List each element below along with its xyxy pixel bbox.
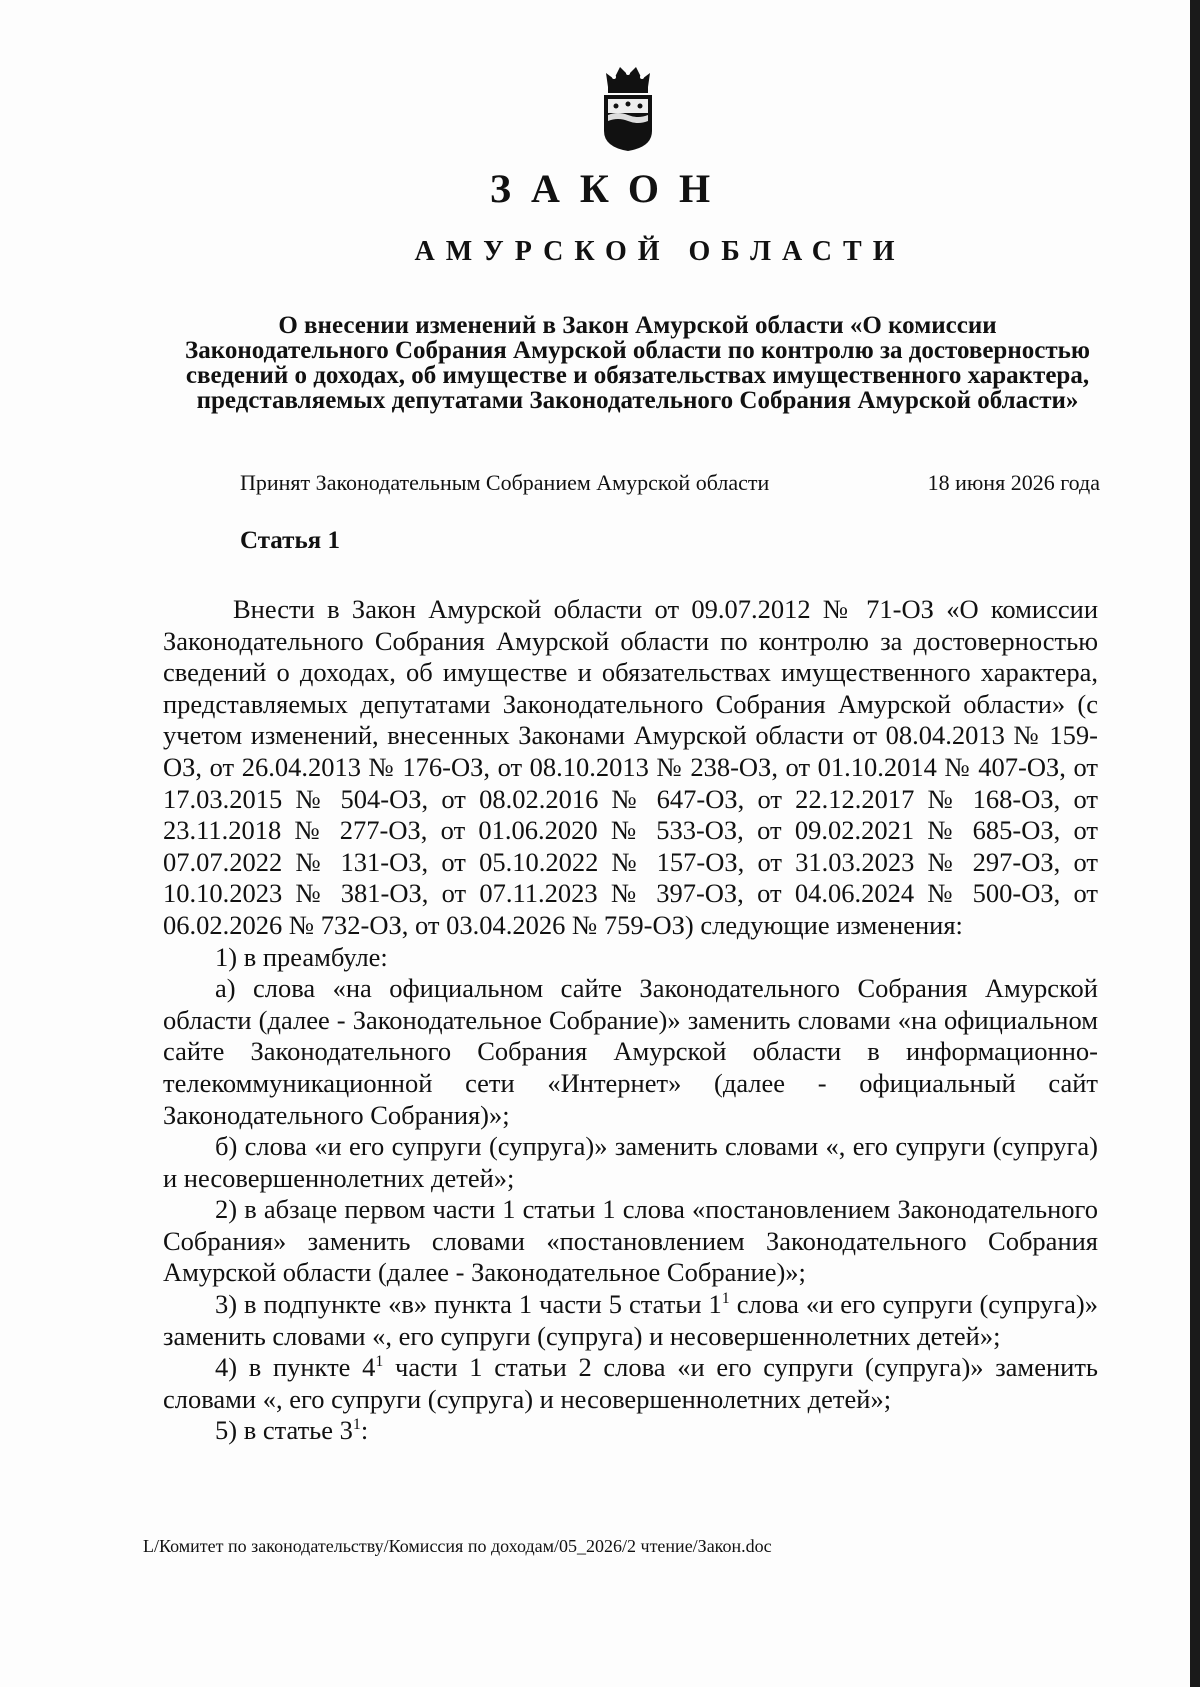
item-1a: а) слова «на официальном сайте Законодательного Собрания Амурской области (далее - Законодательное Собрание)» заменить словами «на официальном сайте Законодательного Собрания Амурской области в информационно-телекоммуникационной сети «Интернет» (далее - официальный сайт Законодательного Собрания)»; <box>163 973 1098 1130</box>
scan-edge <box>1190 0 1200 1687</box>
item-1b: б) слова «и его супруги (супруга)» заменить словами «, его супруги (супруга) и несовершеннолетних детей»; <box>163 1131 1098 1193</box>
item-3 <box>163 1289 1098 1352</box>
item-4-sup: 1 <box>375 1353 384 1371</box>
item-2: 2) в абзаце первом части 1 статьи 1 слова «постановлением Законодательного Собрания» заменить словами «постановлением Законодательного Собрания Амурской области (далее - Законодательное Собрание)»; <box>163 1194 1098 1288</box>
document-title: ЗАКОН <box>489 166 731 211</box>
law-subject: О внесении изменений в Закон Амурской области «О комиссии Законодательного Собрания Амурской области по контролю за достоверностью сведений о доходах, об имуществе и обязательствах имущественного характера, представляемых депутатами Законодательного Собрания Амурской области» <box>185 312 1090 414</box>
item-5-text-a: 5) в статье 3 <box>215 1415 353 1446</box>
item-3-text-a: 3) в подпункте «в» пункта 1 части 5 статьи 1 <box>215 1289 722 1320</box>
item-3-text-b: слова «и его супруги (супруга)» заменить словами «, его супруги (супруга) и несовершеннолетних детей»; <box>163 1289 1098 1351</box>
item-5-sup: 1 <box>352 1416 361 1434</box>
item-3-sup: 1 <box>721 1290 730 1308</box>
item-5 <box>163 1415 1098 1447</box>
article-intro: Внести в Закон Амурской области от 09.07.2012 № 71-ОЗ «О комиссии Законодательного Собрания Амурской области по контролю за достоверностью сведений о доходах, об имуществе и обязательствах имущественного характера, представляемых депутатами Законодательного Собрания Амурской области» (с учетом изменений, внесенных Законами Амурской области от 08.04.2013 № 159-ОЗ, от 26.04.2013 № 176-ОЗ, от 08.10.2013 № 238-ОЗ, от 01.10.2014 № 407-ОЗ, от 17.03.2015 № 504-ОЗ, от 08.02.2016 № 647-ОЗ, от 22.12.2017 № 168-ОЗ, от 23.11.2018 № 277-ОЗ, от 01.06.2020 № 533-ОЗ, от 09.02.2021 № 685-ОЗ, от 07.07.2022 № 131-ОЗ, от 05.10.2022 № 157-ОЗ, от 31.03.2023 № 297-ОЗ, от 10.10.2023 № 381-ОЗ, от 07.11.2023 № 397-ОЗ, от 04.06.2024 № 500-ОЗ, от 06.02.2026 № 732-ОЗ, от 03.04.2026 № 759-ОЗ) следующие изменения: <box>163 594 1098 940</box>
document-subtitle: АМУРСКОЙ ОБЛАСТИ <box>414 236 906 267</box>
article-body <box>163 594 1098 1447</box>
adoption-label: Принят Законодательным Собранием Амурской области <box>240 470 770 495</box>
adoption-line <box>240 470 1100 496</box>
coat-of-arms-icon <box>598 63 658 153</box>
item-4-text-a: 4) в пункте 4 <box>215 1352 376 1383</box>
item-4 <box>163 1352 1098 1415</box>
item-4-text-b: части 1 статьи 2 слова «и его супруги (супруга)» заменить словами «, его супруги (супруга) и несовершеннолетних детей»; <box>163 1352 1098 1414</box>
item-5-text-b: : <box>360 1415 369 1446</box>
article-title: Статья 1 <box>240 527 340 554</box>
footer-file-path: L/Комитет по законодательству/Комиссия по доходам/05_2026/2 чтение/Закон.doc <box>143 1536 772 1556</box>
adoption-date: 18 июня 2026 года <box>927 470 1100 495</box>
item-1: 1) в преамбуле: <box>215 941 388 972</box>
